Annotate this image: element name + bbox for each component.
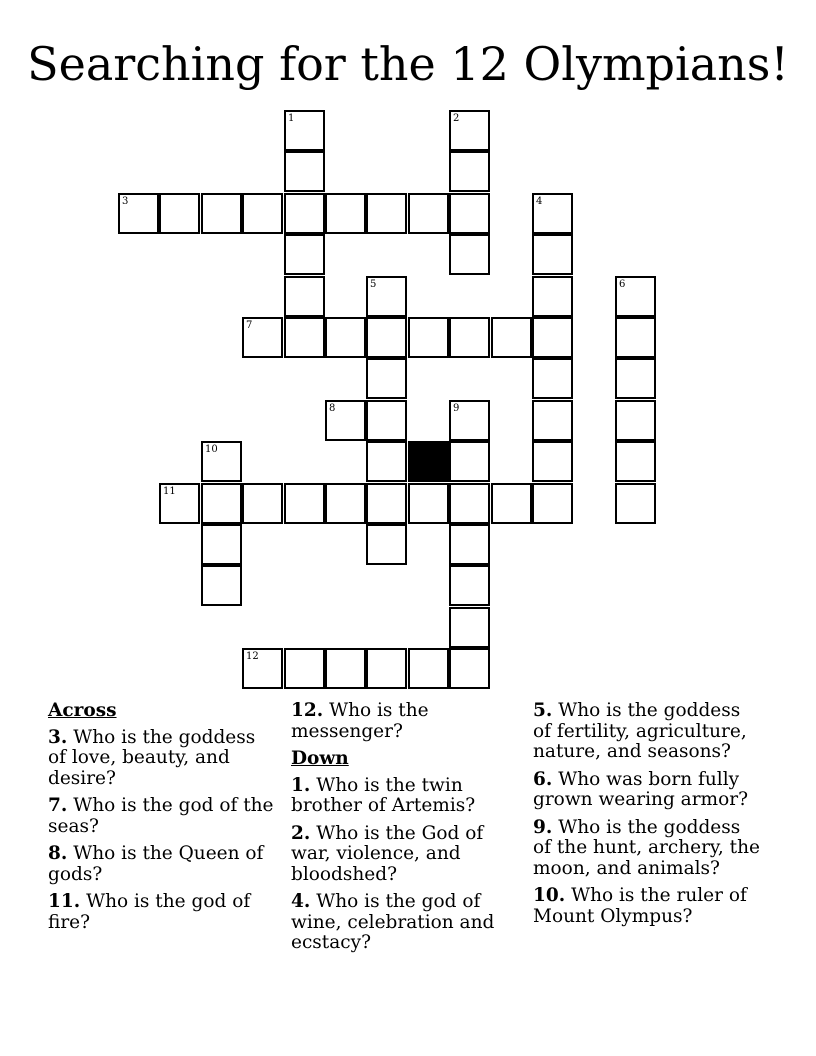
grid-cell[interactable] xyxy=(532,234,573,275)
clue-number: 8. xyxy=(48,843,68,864)
grid-cell[interactable] xyxy=(532,483,573,524)
clue-across-12 xyxy=(291,701,521,742)
grid-cell[interactable] xyxy=(408,193,449,234)
clue-down-1 xyxy=(291,776,521,817)
grid-cell[interactable] xyxy=(615,276,656,317)
cell-number: 11 xyxy=(163,486,176,497)
clue-text: Who is the god of the seas? xyxy=(48,795,274,837)
grid-cell[interactable] xyxy=(449,565,490,606)
cell-number: 6 xyxy=(619,279,626,290)
clue-across-3 xyxy=(48,728,278,790)
grid-cell[interactable] xyxy=(615,400,656,441)
grid-cell[interactable] xyxy=(325,193,366,234)
grid-cell[interactable] xyxy=(449,607,490,648)
cell-number: 1 xyxy=(288,113,295,124)
grid-cell[interactable] xyxy=(284,317,325,358)
grid-cell[interactable] xyxy=(284,483,325,524)
grid-cell[interactable] xyxy=(615,441,656,482)
grid-cell[interactable] xyxy=(366,358,407,399)
grid-cell[interactable] xyxy=(366,317,407,358)
grid-cell[interactable] xyxy=(284,193,325,234)
clue-number: 6. xyxy=(533,768,553,790)
grid-cell[interactable] xyxy=(532,358,573,399)
cell-number: 2 xyxy=(453,113,460,124)
grid-cell[interactable] xyxy=(615,317,656,358)
grid-cell[interactable] xyxy=(532,193,573,234)
grid-cell[interactable] xyxy=(325,648,366,689)
clue-text: Who is the goddess of the hunt, archery, the moon, and animals? xyxy=(533,816,760,879)
grid-cell[interactable] xyxy=(201,193,242,234)
across-heading: Across xyxy=(48,700,117,721)
cell-number: 4 xyxy=(536,196,543,207)
grid-cell[interactable] xyxy=(325,317,366,358)
clue-text: Who is the God of war, violence, and bloodshed? xyxy=(291,822,484,885)
clue-across-8 xyxy=(48,844,278,885)
grid-cell[interactable] xyxy=(159,483,200,524)
cell-number: 3 xyxy=(122,196,129,207)
grid-cell[interactable] xyxy=(491,483,532,524)
clue-text: Who is the Queen of gods? xyxy=(48,843,264,885)
clue-number: 7. xyxy=(48,795,68,816)
clue-down-5 xyxy=(533,701,763,763)
grid-cell[interactable] xyxy=(449,648,490,689)
clue-number: 5. xyxy=(533,700,553,721)
grid-cell[interactable] xyxy=(366,648,407,689)
clue-column-3 xyxy=(533,701,763,934)
grid-cell[interactable] xyxy=(284,234,325,275)
clue-number: 9. xyxy=(533,816,553,838)
grid-cell[interactable] xyxy=(242,648,283,689)
grid-cell[interactable] xyxy=(408,648,449,689)
clue-text: Who was born fully grown wearing armor? xyxy=(533,768,748,810)
grid-cell[interactable] xyxy=(325,483,366,524)
grid-cell[interactable] xyxy=(242,483,283,524)
grid-cell[interactable] xyxy=(449,193,490,234)
grid-cell[interactable] xyxy=(408,483,449,524)
grid-cell[interactable] xyxy=(366,524,407,565)
clue-down-10 xyxy=(533,886,763,927)
cell-number: 7 xyxy=(246,320,253,331)
clue-down-2 xyxy=(291,824,521,886)
grid-cell[interactable] xyxy=(532,400,573,441)
clue-number: 11. xyxy=(48,891,81,912)
grid-cell[interactable] xyxy=(449,441,490,482)
grid-cell[interactable] xyxy=(118,193,159,234)
cell-number: 12 xyxy=(246,651,259,662)
grid-cell[interactable] xyxy=(449,400,490,441)
grid-cell[interactable] xyxy=(284,276,325,317)
clue-number: 10. xyxy=(533,885,566,906)
clue-down-9 xyxy=(533,818,763,880)
clue-down-4 xyxy=(291,892,521,954)
grid-cell[interactable] xyxy=(201,441,242,482)
puzzle-title: Searching for the 12 Olympians! xyxy=(27,37,789,91)
clue-column-2 xyxy=(291,701,521,961)
grid-cell[interactable] xyxy=(449,317,490,358)
grid-cell[interactable] xyxy=(449,110,490,151)
grid-cell[interactable] xyxy=(325,400,366,441)
grid-cell[interactable] xyxy=(449,234,490,275)
grid-cell[interactable] xyxy=(491,317,532,358)
grid-cell[interactable] xyxy=(284,110,325,151)
clue-text: Who is the twin brother of Artemis? xyxy=(291,774,476,816)
grid-cell[interactable] xyxy=(449,151,490,192)
cell-number: 8 xyxy=(329,403,336,414)
clue-column-1 xyxy=(48,701,278,940)
grid-cell[interactable] xyxy=(615,358,656,399)
clue-number: 12. xyxy=(291,700,324,721)
grid-cell[interactable] xyxy=(532,317,573,358)
grid-cell[interactable] xyxy=(284,648,325,689)
clue-text: Who is the goddess of fertility, agriculture, nature, and seasons? xyxy=(533,700,747,762)
down-heading: Down xyxy=(291,748,349,769)
cell-number: 9 xyxy=(453,403,460,414)
clue-text: Who is the ruler of Mount Olympus? xyxy=(533,885,747,927)
grid-cell[interactable] xyxy=(242,193,283,234)
clue-down-6 xyxy=(533,770,763,811)
clue-number: 4. xyxy=(291,891,311,912)
clue-text: Who is the god of fire? xyxy=(48,891,251,933)
grid-cell[interactable] xyxy=(532,441,573,482)
grid-cell[interactable] xyxy=(242,317,283,358)
clue-text: Who is the goddess of love, beauty, and desire? xyxy=(48,726,256,789)
grid-cell[interactable] xyxy=(449,524,490,565)
grid-cell[interactable] xyxy=(201,524,242,565)
grid-cell[interactable] xyxy=(201,565,242,606)
clue-text: Who is the messenger? xyxy=(291,700,429,742)
clue-across-11 xyxy=(48,892,278,933)
clue-across-7 xyxy=(48,796,278,837)
grid-cell[interactable] xyxy=(366,193,407,234)
clue-number: 2. xyxy=(291,822,311,844)
grid-cell[interactable] xyxy=(284,151,325,192)
clue-number: 1. xyxy=(291,774,311,796)
grid-cell[interactable] xyxy=(201,483,242,524)
cell-number: 5 xyxy=(370,279,377,290)
grid-cell[interactable] xyxy=(366,441,407,482)
clue-number: 3. xyxy=(48,726,68,748)
grid-cell[interactable] xyxy=(615,483,656,524)
grid-cell[interactable] xyxy=(366,276,407,317)
grid-cell[interactable] xyxy=(408,317,449,358)
grid-cell[interactable] xyxy=(449,483,490,524)
grid-cell[interactable] xyxy=(532,276,573,317)
grid-cell[interactable] xyxy=(159,193,200,234)
cell-number: 10 xyxy=(205,444,218,455)
grid-cell[interactable] xyxy=(366,483,407,524)
blocked-cell xyxy=(408,441,449,482)
grid-cell[interactable] xyxy=(366,400,407,441)
clue-text: Who is the god of wine, celebration and ecstacy? xyxy=(291,891,495,953)
